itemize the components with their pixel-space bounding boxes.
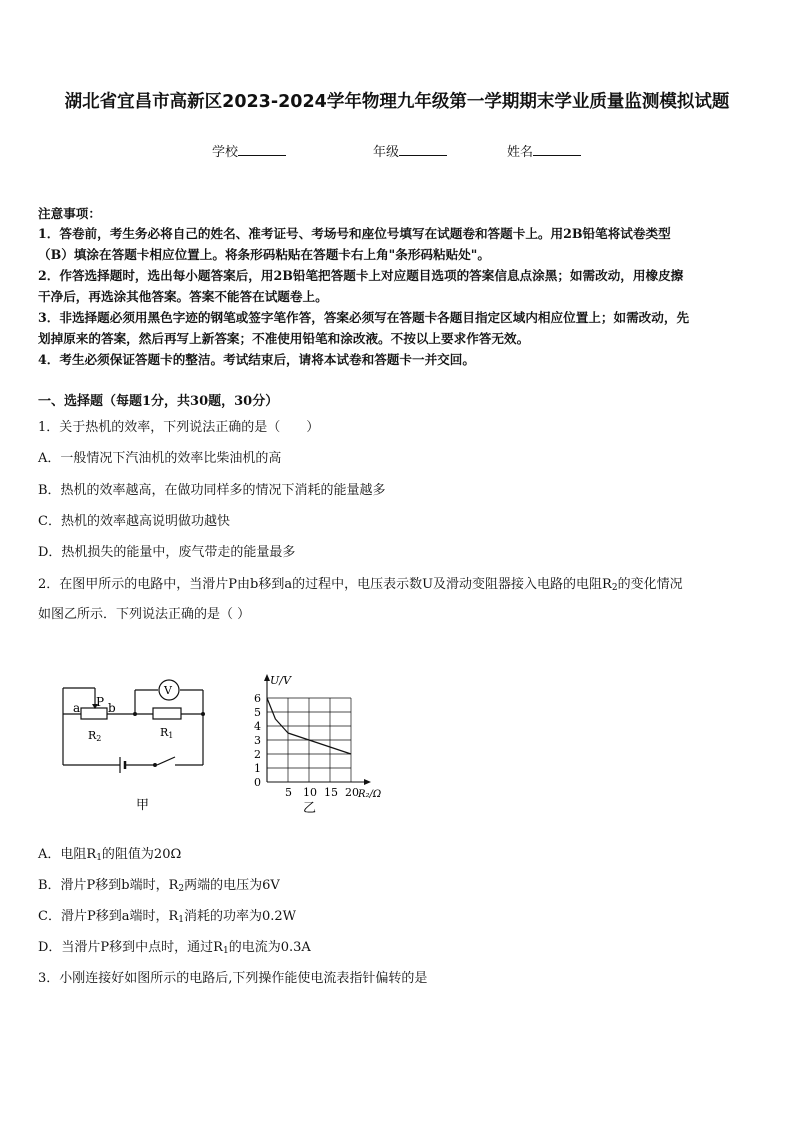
school-blank (238, 143, 286, 156)
notice-heading: 注意事项： (38, 206, 101, 221)
notice-line: 3．非选择题必须用黑色字迹的钢笔或签字笔作答，答案必须写在答题卡各题目指定区域内相应位置上；如需改动，先 (38, 310, 690, 325)
question-3-stem: 3．小刚连接好如图所示的电路后,下列操作能使电流表指针偏转的是 (38, 971, 428, 986)
page-title: 湖北省宜昌市高新区2023-2024学年物理九年级第一学期期末学业质量监测模拟试题 (64, 92, 730, 112)
school-label: 学校 (212, 145, 239, 160)
name-field (507, 141, 581, 160)
x-axis-arrow (364, 779, 371, 785)
question-2-stem-continued: 如图乙所示．下列说法正确的是（ ） (38, 607, 251, 622)
uv-chart (240, 665, 395, 815)
y-tick-label: 5 (254, 706, 261, 719)
question-2-stem: 2．在图甲所示的电路中，当滑片P由b移到a的过程中，电压表示数U及滑动变阻器接入电路的电阻$R_2$的变化情况 (38, 577, 683, 593)
y-tick-label: 1 (254, 762, 261, 775)
notice-line: 2．作答选择题时，选出每小题答案后，用2B铅笔把答题卡上对应题目选项的答案信息点涂黑；如需改动，用橡皮擦 (38, 268, 684, 283)
y-tick-label: 6 (254, 692, 261, 705)
voltmeter-label: V (164, 684, 172, 697)
label-a: a (73, 701, 81, 715)
school-field (212, 141, 286, 160)
label-b: b (108, 701, 116, 715)
notice-line: （B）填涂在答题卡相应位置上。将条形码粘贴在答题卡右上角"条形码粘贴处"。 (38, 247, 490, 262)
y-tick-label: 0 (254, 776, 261, 789)
r2-label: R2 (88, 729, 102, 743)
x-tick-label: 10 (303, 786, 317, 799)
caption-jia: 甲 (136, 798, 150, 813)
question-2-option-c: C．滑片P移到a端时，$R_1$消耗的功率为0.2W (38, 909, 297, 925)
x-tick-label: 15 (324, 786, 338, 799)
r2-resistor (81, 708, 107, 719)
question-2-option-d: D．当滑片P移到中点时，通过$R_1$的电流为0.3A (38, 940, 311, 956)
r1-resistor (153, 708, 181, 719)
grade-field (373, 141, 447, 160)
grade-label: 年级 (373, 145, 400, 160)
grade-blank (399, 143, 447, 156)
name-blank (533, 143, 581, 156)
caption-yi: 乙 (303, 801, 317, 815)
x-tick-label: 20 (345, 786, 359, 799)
question-2-option-b: B．滑片P移到b端时，$R_2$两端的电压为6V (38, 878, 280, 894)
notice-line: 4．考生必须保证答题卡的整洁。考试结束后，请将本试卷和答题卡一并交回。 (38, 352, 475, 367)
switch-icon (157, 757, 175, 765)
name-label: 姓名 (507, 145, 534, 160)
y-tick-label: 4 (254, 720, 261, 733)
r1-label: R1 (160, 726, 174, 740)
x-tick-label: 5 (285, 786, 292, 799)
question-1-option-c: C．热机的效率越高说明做功越快 (38, 514, 230, 529)
notice-line: 干净后，再选涂其他答案。答案不能答在试题卷上。 (38, 289, 328, 304)
question-1-option-b: B．热机的效率越高，在做功同样多的情况下消耗的能量越多 (38, 483, 386, 498)
y-tick-label: 3 (254, 734, 261, 747)
question-1-option-a: A．一般情况下汽油机的效率比柴油机的高 (38, 451, 282, 466)
question-1-option-d: D．热机损失的能量中，废气带走的能量最多 (38, 545, 296, 560)
notice-line: 1．答卷前，考生务必将自己的姓名、准考证号、考场号和座位号填写在试题卷和答题卡上。用2B铅笔将试卷类型 (38, 226, 671, 241)
y-tick-label: 2 (254, 748, 261, 761)
question-2-option-a: A．电阻$R_1$的阻值为20Ω (38, 847, 182, 863)
notice-line: 划掉原来的答案，然后再写上新答案；不准使用铅笔和涂改液。不按以上要求作答无效。 (38, 331, 530, 346)
y-axis-label: U/V (270, 674, 291, 687)
section-heading: 一、选择题（每题1分，共30题，30分） (38, 394, 279, 409)
x-axis-label: R₂/Ω (358, 789, 382, 800)
question-1-stem: 1．关于热机的效率，下列说法正确的是（ ） (38, 420, 320, 435)
label-p: P (96, 695, 105, 709)
circuit-diagram (50, 668, 220, 818)
